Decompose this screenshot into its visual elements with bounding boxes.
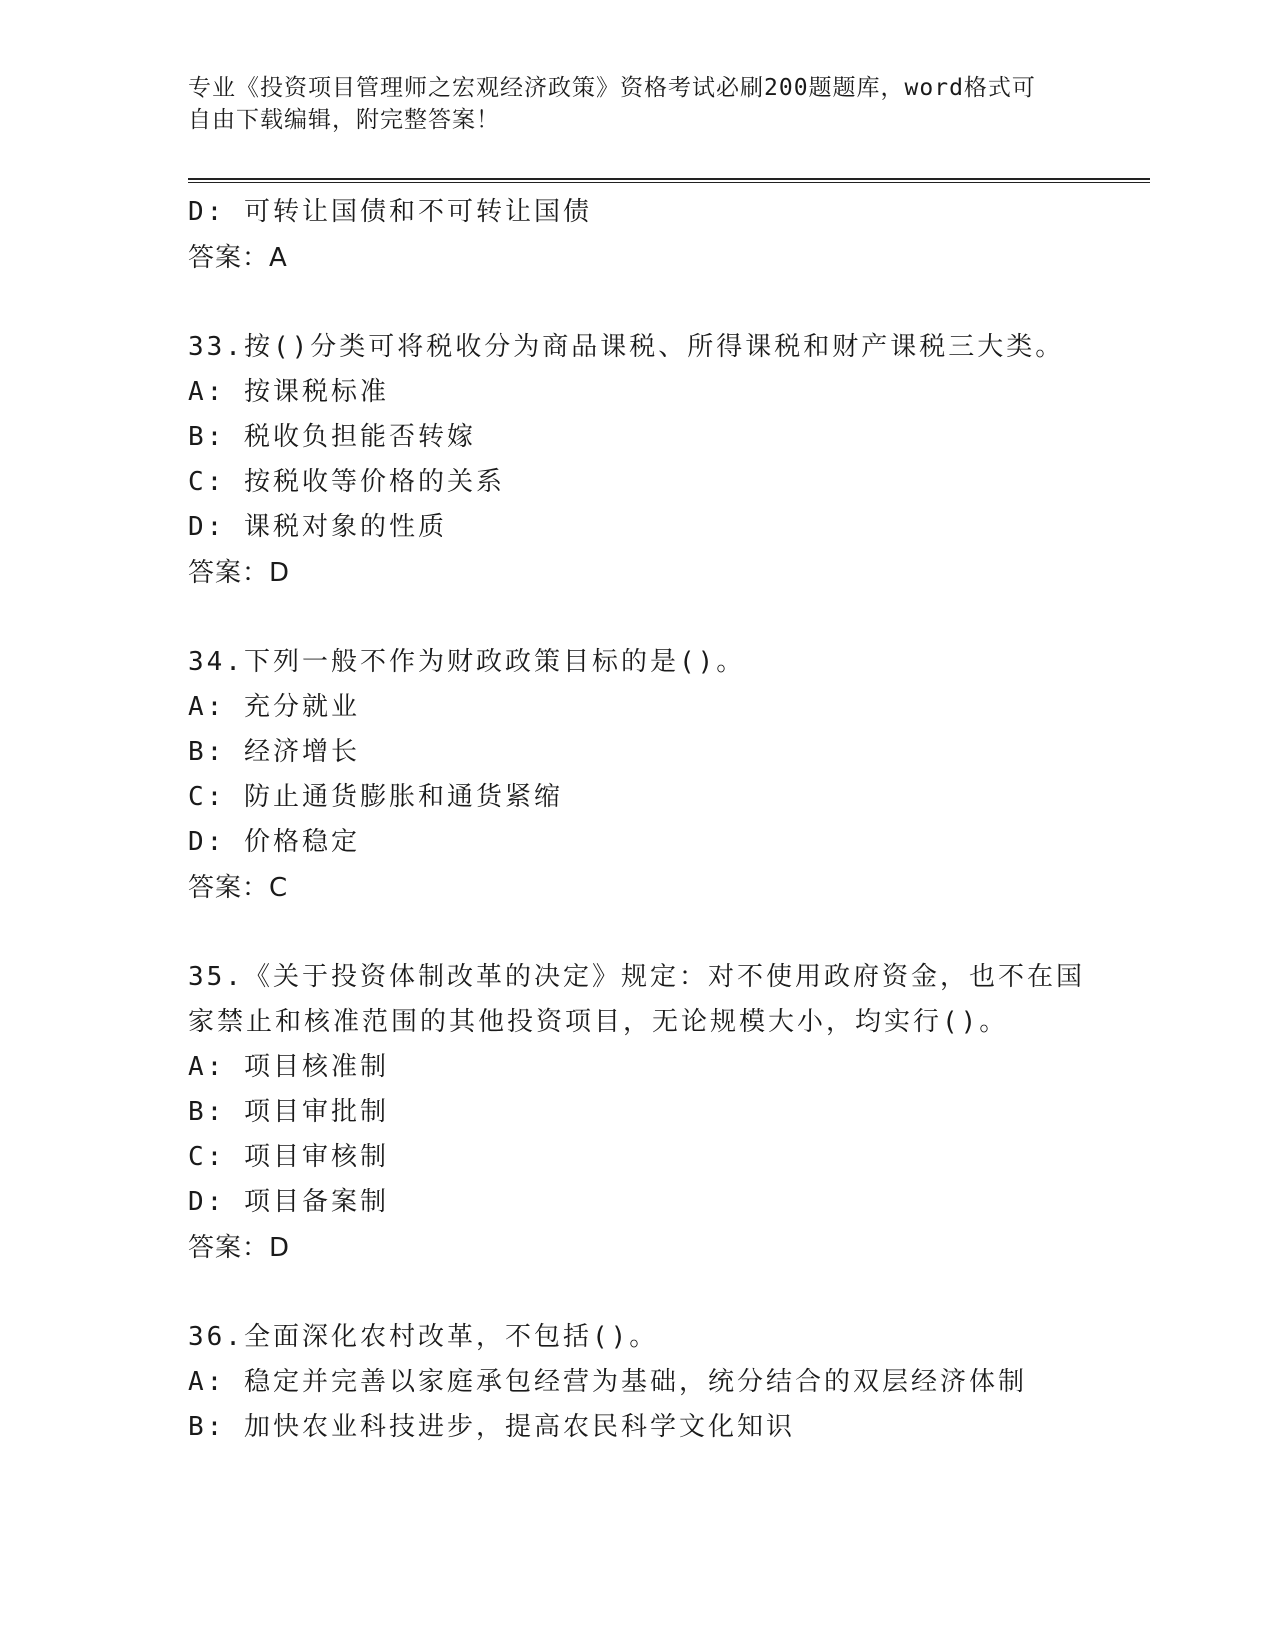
option-a: A: 按课税标准 [188, 377, 389, 407]
option-c: C: 项目审核制 [188, 1142, 389, 1172]
option-b: B: 税收负担能否转嫁 [188, 422, 476, 452]
header-divider [188, 178, 1150, 183]
question-list [188, 190, 1088, 1450]
question-35 [188, 955, 1088, 1271]
question-34 [188, 640, 1088, 911]
answer: 答案：A [188, 243, 288, 273]
question-stem: 36.全面深化农村改革，不包括()。 [188, 1322, 659, 1352]
answer: 答案：D [188, 558, 291, 588]
question-stem-line-1: 35.《关于投资体制改革的决定》规定：对不使用政府资金，也不在国 [188, 962, 1085, 992]
option-d: D: 项目备案制 [188, 1187, 389, 1217]
question-stem: 34.下列一般不作为财政政策目标的是()。 [188, 647, 746, 677]
question-32-tail [188, 190, 1088, 281]
option-b: B: 经济增长 [188, 737, 360, 767]
option-d: D: 可转让国债和不可转让国债 [188, 197, 592, 227]
option-b: B: 项目审批制 [188, 1097, 389, 1127]
answer: 答案：D [188, 1233, 291, 1263]
question-36 [188, 1315, 1088, 1450]
question-33 [188, 325, 1088, 596]
option-b: B: 加快农业科技进步，提高农民科学文化知识 [188, 1412, 795, 1442]
question-stem-line-2: 家禁止和核准范围的其他投资项目，无论规模大小，均实行()。 [188, 1007, 1009, 1037]
header-line-2: 自由下载编辑，附完整答案！ [188, 107, 500, 133]
header-line-1: 专业《投资项目管理师之宏观经济政策》资格考试必刷200题题库，word格式可 [188, 75, 1036, 101]
option-a: A: 项目核准制 [188, 1052, 389, 1082]
option-c: C: 防止通货膨胀和通货紧缩 [188, 782, 563, 812]
question-stem: 33.按()分类可将税收分为商品课税、所得课税和财产课税三大类。 [188, 332, 1065, 362]
option-a: A: 稳定并完善以家庭承包经营为基础，统分结合的双层经济体制 [188, 1367, 1027, 1397]
option-c: C: 按税收等价格的关系 [188, 467, 505, 497]
option-d: D: 课税对象的性质 [188, 512, 447, 542]
option-a: A: 充分就业 [188, 692, 360, 722]
option-d: D: 价格稳定 [188, 827, 360, 857]
answer: 答案：C [188, 873, 289, 903]
document-header [188, 72, 1068, 136]
